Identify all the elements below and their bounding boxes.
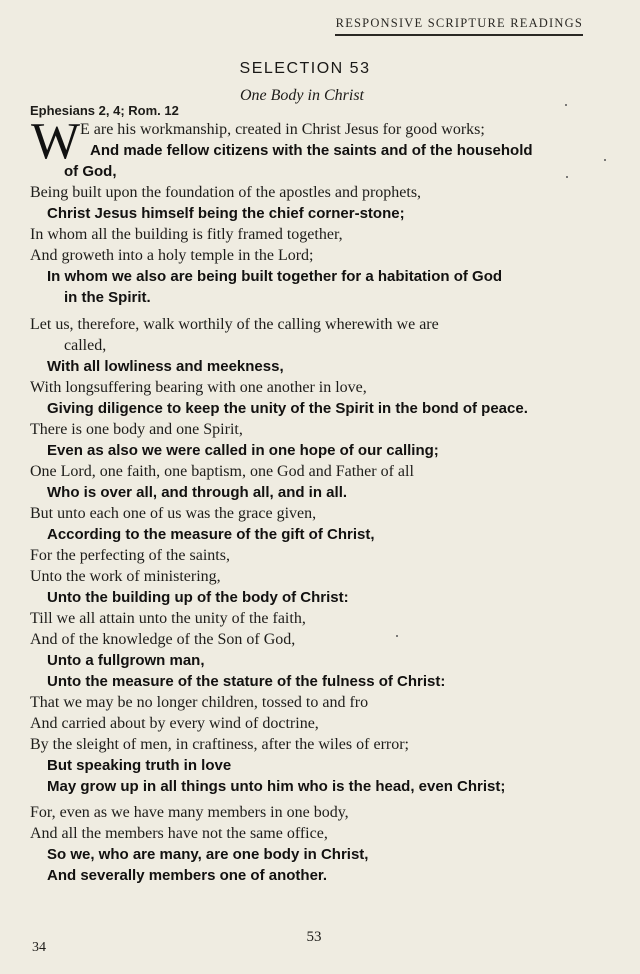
reading-line: According to the measure of the gift of Christ, <box>47 526 375 543</box>
reading-line: That we may be no longer children, tossed to and fro <box>30 694 369 711</box>
reading-line: of God, <box>64 163 117 180</box>
reading-line: So we, who are many, are one body in Christ, <box>47 846 369 863</box>
print-speck <box>396 635 398 637</box>
reading-line: called, <box>64 337 107 354</box>
reading-line: E are his workmanship, created in Christ Jesus for good works; <box>80 121 485 138</box>
reading-line: But unto each one of us was the grace given, <box>30 505 317 522</box>
reading-line: With longsuffering bearing with one another in love, <box>30 379 367 396</box>
page-number: 53 <box>306 929 322 945</box>
reading-line: Being built upon the foundation of the apostles and prophets, <box>30 184 422 201</box>
selection-title: SELECTION 53 <box>239 60 371 77</box>
reading-line: May grow up in all things unto him who is the head, even Christ; <box>47 778 506 795</box>
reading-line: And made fellow citizens with the saints and of the household <box>90 142 533 159</box>
reading-line: And of the knowledge of the Son of God, <box>30 631 296 648</box>
print-speck <box>566 176 568 178</box>
reading-line: But speaking truth in love <box>47 757 232 774</box>
reading-line: Christ Jesus himself being the chief corner-stone; <box>47 205 405 222</box>
reading-line: Even as also we were called in one hope of our calling; <box>47 442 439 459</box>
reading-line: For the perfecting of the saints, <box>30 547 230 564</box>
reading-line: Unto the building up of the body of Christ: <box>47 589 349 606</box>
drop-cap: W <box>31 113 81 170</box>
reading-line: And all the members have not the same office, <box>30 825 328 842</box>
reading-line: Unto the work of ministering, <box>30 568 221 585</box>
reading-line: In whom all the building is fitly framed together, <box>30 226 343 243</box>
reading-line: Giving diligence to keep the unity of the Spirit in the bond of peace. <box>47 400 528 417</box>
running-head-rule <box>335 34 583 36</box>
reading-line: There is one body and one Spirit, <box>30 421 243 438</box>
reading-line: By the sleight of men, in craftiness, after the wiles of error; <box>30 736 409 753</box>
folio-left: 34 <box>32 940 46 955</box>
reading-line: And groweth into a holy temple in the Lord; <box>30 247 314 264</box>
reading-line: And severally members one of another. <box>47 867 328 884</box>
reading-line: In whom we also are being built together for a habitation of God <box>47 268 503 285</box>
reading-line: One Lord, one faith, one baptism, one God and Father of all <box>30 463 414 480</box>
reading-line: in the Spirit. <box>64 289 151 306</box>
print-speck <box>565 104 567 106</box>
reading-line: And carried about by every wind of doctrine, <box>30 715 319 732</box>
reading-subtitle: One Body in Christ <box>240 87 364 104</box>
reading-line: Unto a fullgrown man, <box>47 652 205 669</box>
running-head: RESPONSIVE SCRIPTURE READINGS <box>335 16 583 30</box>
scripture-reference: Ephesians 2, 4; Rom. 12 <box>30 103 179 118</box>
reading-line: Till we all attain unto the unity of the faith, <box>30 610 306 627</box>
reading-line: Unto the measure of the stature of the fulness of Christ: <box>47 673 446 690</box>
reading-line: Let us, therefore, walk worthily of the calling wherewith we are <box>30 316 439 333</box>
reading-line: With all lowliness and meekness, <box>47 358 284 375</box>
print-speck <box>604 159 606 161</box>
reading-line: For, even as we have many members in one body, <box>30 804 349 821</box>
reading-line: Who is over all, and through all, and in all. <box>47 484 348 501</box>
